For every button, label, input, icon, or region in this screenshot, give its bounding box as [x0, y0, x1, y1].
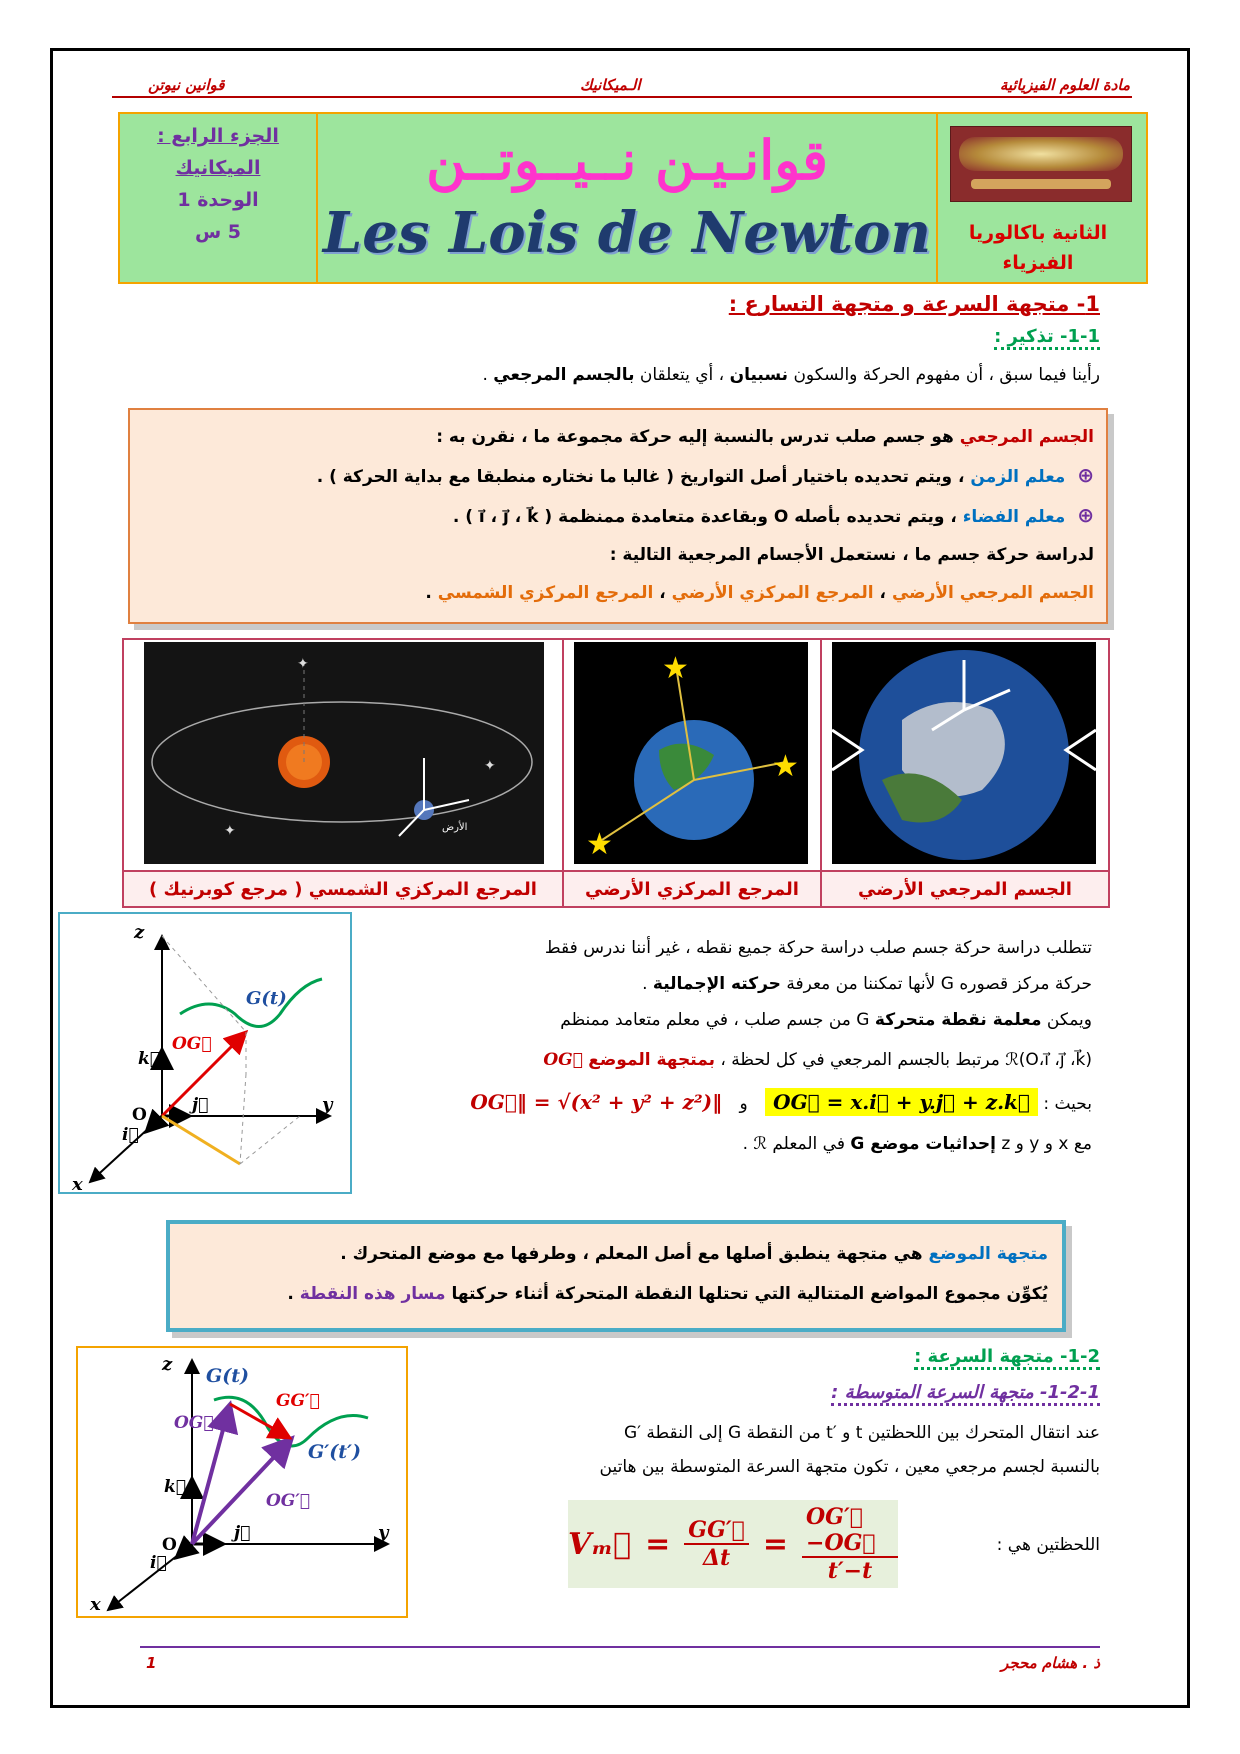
header-topic: الـميكانيك: [580, 76, 641, 94]
svg-text:★: ★: [772, 749, 799, 784]
title-arabic: قوانـيـن نــيــوتــن: [426, 128, 828, 192]
basmala-emblem: [950, 126, 1132, 202]
fig1-z-label: z: [134, 922, 145, 943]
section-1-title: 1- متجهة السرعة و متجهة التسارع :: [728, 292, 1100, 316]
intro-paragraph: رأينا فيما سبق ، أن مفهوم الحركة والسكون نسبيان ، أي يتعلقان بالجسم المرجعي .: [482, 365, 1100, 385]
caption-terrestrial: الجسم المرجعي الأرضي: [820, 872, 1108, 908]
title-left-cell: [120, 114, 316, 282]
earth-label: الأرض: [442, 822, 468, 833]
fig2-i-label: i⃗: [150, 1553, 167, 1573]
header-subject: مادة العلوم الفيزيائية: [999, 76, 1130, 94]
section-1-1-title: 1-1- تذكير :: [994, 326, 1100, 350]
position-vector-paragraph: تتطلب دراسة حركة جسم صلب دراسة حركة جميع نقطه ، غير أننا ندرس فقط حركة مركز قصوره G لأنها تمكننا من معرفة حركته الإجمالية . ويمكن معلمة نقطة متحركة G من جسم صلب ، في معلم متعامد ممنظم ℛ(O،i⃗ ،j⃗ ،k⃗) مرتبط بالجسم المرجعي في كل لحظة ، بمتجهة الموضع OG⃗ بحيث : OG⃗ = x.i⃗ + y.j⃗ + z.k⃗ و ‖OG⃗‖ = √(x² + y² + z²) مع x و y و z إحداثيات موضع G في المعلم ℛ .: [470, 938, 1092, 1154]
fig2-k-label: k⃗: [164, 1477, 186, 1497]
target-bullet-icon: ⊕: [1077, 503, 1094, 527]
position-vector-figure: [58, 912, 352, 1194]
fig1-G-label: G(t): [246, 988, 287, 1009]
caption-heliocentric: المرجع المركزي الشمسي ( مرجع كوبرنيك ): [149, 879, 537, 900]
fig1-OG-label: OG⃗: [172, 1034, 212, 1054]
unit-info: الجزء الرابع : الميكانيك الوحدة 1 5 س: [157, 125, 279, 243]
fig1-y-label: y: [322, 1094, 333, 1115]
position-formula: OG⃗ = x.i⃗ + y.j⃗ + z.k⃗: [765, 1088, 1038, 1116]
fig2-G-label: G(t): [206, 1365, 249, 1387]
svg-text:★: ★: [662, 651, 689, 686]
reference-frames-images: [122, 638, 1110, 908]
footer-divider: [140, 1646, 1100, 1648]
header-lesson: قوانين نيوتن: [148, 76, 225, 94]
title-french: Les Lois de Newton: [322, 200, 932, 266]
norm-formula: ‖OG⃗‖ = √(x² + y² + z²): [470, 1090, 723, 1114]
fig2-Gp-label: G′(t′): [308, 1441, 362, 1463]
caption-geocentric: المرجع المركزي الأرضي: [562, 872, 820, 908]
heliocentric-image: [124, 640, 562, 870]
fig1-k-label: k⃗: [138, 1049, 160, 1069]
fig2-OG-label: OG⃗: [174, 1413, 214, 1433]
section-1-2-title: 1-2- متجهة السرعة :: [914, 1346, 1100, 1370]
target-bullet-icon: ⊕: [1077, 463, 1094, 487]
geocentric-image: [562, 640, 820, 870]
reference-body-box: الجسم المرجعي هو جسم صلب تدرس بالنسبة إليه حركة مجموعة ما ، نقرن به : ⊕ معلم الزمن ، ويتم تحديده باختيار أصل التواريخ ( غالبا ما نختاره منطبقا مع بداية الحركة ) . ⊕ معلم الفضاء ، ويتم تحديده بأصله O وبقاعدة متعامدة ممنظمة ( i⃗ ، j⃗ ، k⃗ ) . لدراسة حركة جسم ما ، نستعمل الأجسام المرجعية التالية : الجسم المرجعي الأرضي ، المرجع المركزي الأرضي ، المرجع المركزي الشمسي .: [128, 408, 1108, 624]
terrestrial-image: [820, 640, 1108, 870]
average-velocity-lead: اللحظتين هي :: [996, 1535, 1100, 1555]
svg-text:★: ★: [586, 827, 613, 862]
average-velocity-formula: Vₘ⃗ = $\frac{GG'⃗}{\Delta t}$ = $\frac{OG'⃗-OG⃗}{t'-t}$: [568, 1500, 898, 1588]
title-center-cell: [316, 114, 936, 282]
svg-text:✦: ✦: [297, 656, 309, 672]
grade-label: الثانية باكالوريا الفيزياء: [968, 222, 1108, 274]
fig1-j-label: j⃗: [192, 1095, 209, 1115]
fig2-origin-label: O: [162, 1535, 177, 1555]
fig1-origin-label: O: [132, 1105, 147, 1125]
svg-text:✦: ✦: [224, 823, 236, 839]
svg-text:✦: ✦: [484, 758, 496, 774]
fig2-x-label: x: [90, 1594, 101, 1615]
header-divider: [112, 96, 1132, 98]
average-velocity-figure: [76, 1346, 408, 1618]
average-velocity-paragraph: عند انتقال المتحرك بين اللحظتين t و ′t من النقطة G إلى النقطة ′G بالنسبة لجسم مرجعي معين ، تكون متجهة السرعة المتوسطة بين هاتين: [599, 1423, 1100, 1477]
page-number: 1: [146, 1654, 157, 1672]
images-caption-row: [124, 870, 1108, 906]
fig2-GGp-label: GG′⃗: [276, 1391, 320, 1411]
fig1-x-label: x: [72, 1174, 83, 1192]
position-vector-definition-box: متجهة الموضع هي متجهة ينطبق أصلها مع أصل المعلم ، وطرفها مع موضع المتحرك . يُكوِّن مجموع المواضع المتتالية التي تحتلها النقطة المتحركة أثناء حركتها مسار هذه النقطة .: [166, 1220, 1066, 1332]
title-box: [118, 112, 1148, 284]
footer-author: ذ . هشام محجر: [1001, 1654, 1100, 1672]
section-1-2-1-title: 1-2-1- متجهة السرعة المتوسطة :: [831, 1382, 1100, 1406]
fig1-i-label: i⃗: [122, 1125, 139, 1145]
fig2-OGp-label: OG′⃗: [266, 1491, 311, 1511]
fig2-y-label: y: [378, 1522, 389, 1543]
fig2-j-label: j⃗: [234, 1523, 251, 1543]
title-right-cell: [936, 114, 1146, 282]
fig2-z-label: z: [162, 1354, 173, 1375]
